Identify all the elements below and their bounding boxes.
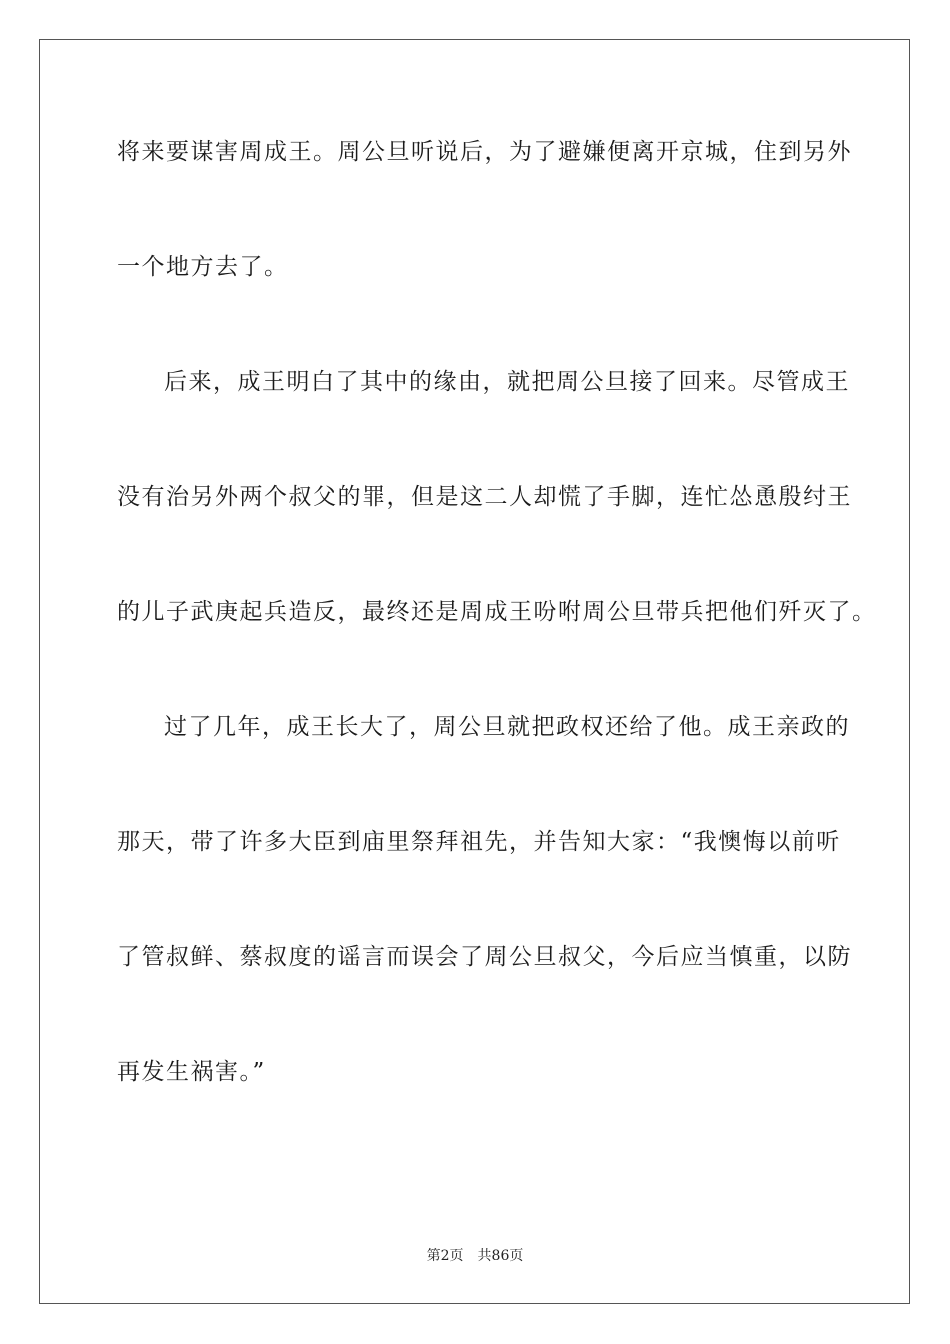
total-pages: 共86页: [477, 1248, 524, 1264]
page-border: [39, 39, 910, 1304]
paragraph-line: 后来，成王明白了其中的缘由，就把周公旦接了回来。尽管成王: [164, 369, 850, 395]
paragraph-line: 将来要谋害周成王。周公旦听说后，为了避嫌便离开京城，住到另外: [117, 139, 852, 165]
page-footer: [0, 1245, 950, 1265]
paragraph-line: 再发生祸害。”: [117, 1059, 266, 1085]
paragraph-line: 过了几年，成王长大了，周公旦就把政权还给了他。成王亲政的: [164, 714, 850, 740]
paragraph-line: 了管叔鲜、蔡叔度的谣言而误会了周公旦叔父，今后应当慎重，以防: [117, 944, 852, 970]
paragraph-line: 一个地方去了。: [117, 254, 289, 280]
paragraph-line: 那天，带了许多大臣到庙里祭拜祖先，并告知大家：“我懊悔以前听: [117, 829, 841, 855]
paragraph-line: 没有治另外两个叔父的罪，但是这二人却慌了手脚，连忙怂恿殷纣王: [117, 484, 852, 510]
page-number: 第2页: [426, 1248, 464, 1264]
paragraph-line: 的儿子武庚起兵造反，最终还是周成王吩咐周公旦带兵把他们歼灭了。: [117, 599, 877, 625]
